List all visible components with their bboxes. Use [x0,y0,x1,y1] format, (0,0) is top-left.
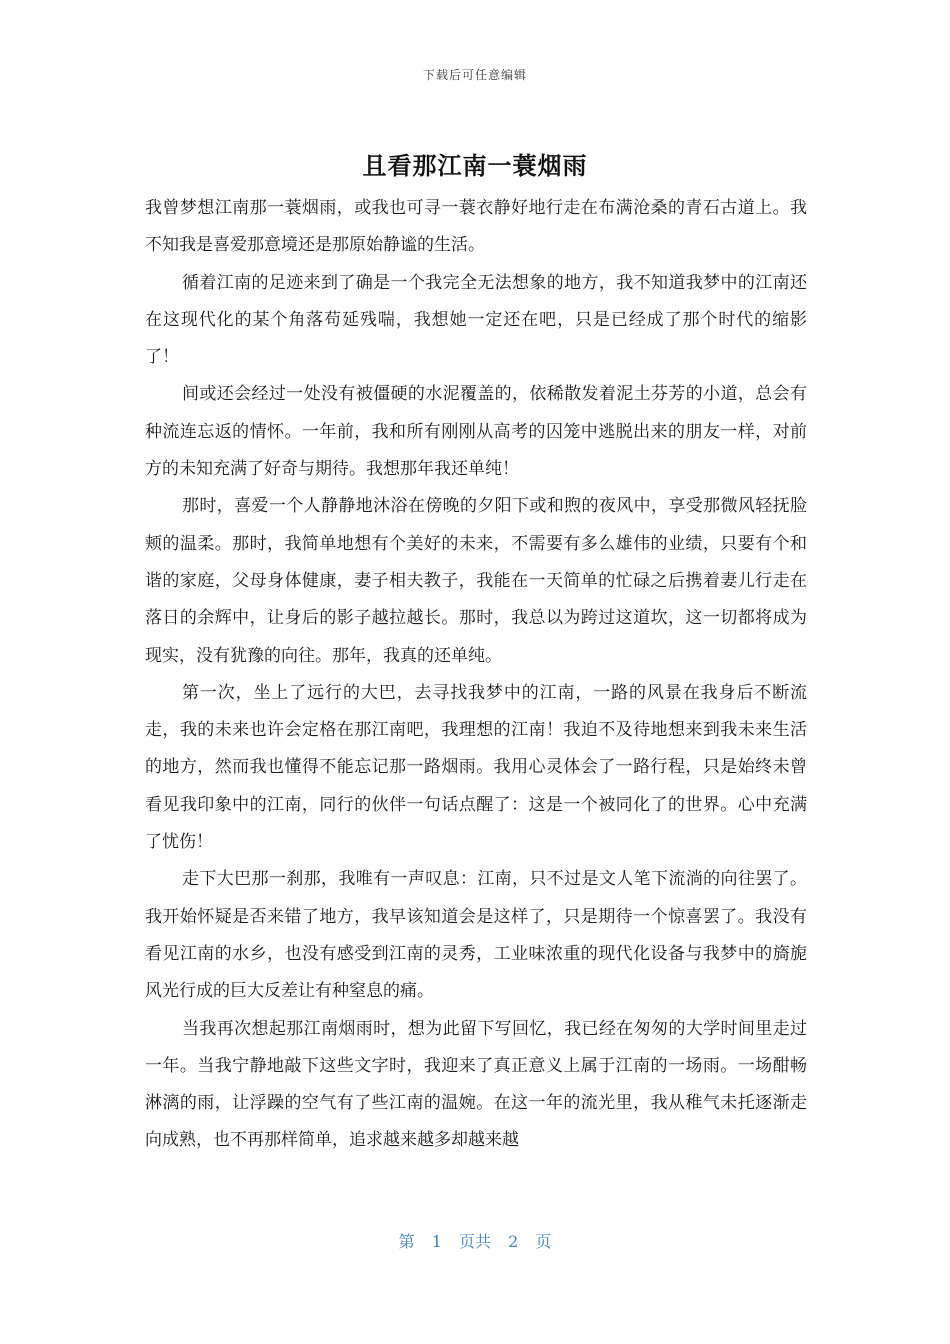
paragraph: 当我再次想起那江南烟雨时，想为此留下写回忆，我已经在匆匆的大学时间里走过一年。当我宁静地敲下这些文字时，我迎来了真正意义上属于江南的一场雨。一场酣畅淋漓的雨，让浮躁的空气有了些江南的温婉。在这一年的流光里，我从稚气未托逐渐走向成熟，也不再那样简单，追求越来越多却越来越 [145,1018,807,1151]
paragraph: 间或还会经过一处没有被僵硬的水泥覆盖的，依稀散发着泥土芬芳的小道，总会有种流连忘返的情怀。一年前，我和所有刚刚从高考的囚笼中逃脱出来的朋友一样，对前方的未知充满了好奇与期待。我想那年我还单纯！ [145,384,807,480]
page-header-note: 下载后可任意编辑 [422,68,527,82]
page-number-footer: 第 1 页共 2 页 [398,1232,552,1251]
document-body [145,190,807,1160]
paragraph: 第一次，坐上了远行的大巴，去寻找我梦中的江南，一路的风景在我身后不断流走，我的未来也许会定格在那江南吧，我理想的江南！我迫不及待地想来到我未来生活的地方，然而我也懂得不能忘记那一路烟雨。我用心灵体会了一路行程，只是始终未曾看见我印象中的江南，同行的伙伴一句话点醒了：这是一个被同化了的世界。心中充满了忧伤！ [145,682,807,853]
paragraph: 那时，喜爱一个人静静地沐浴在傍晚的夕阳下或和煦的夜风中，享受那微风轻抚脸颊的温柔。那时，我简单地想有个美好的未来，不需要有多么雄伟的业绩，只要有个和谐的家庭，父母身体健康，妻子相夫教子，我能在一天简单的忙碌之后携着妻儿行走在落日的余辉中，让身后的影子越拉越长。那时，我总以为跨过这道坎，这一切都将成为现实，没有犹豫的向往。那年，我真的还单纯。 [145,496,807,666]
paragraph: 走下大巴那一刹那，我唯有一声叹息：江南，只不过是文人笔下流淌的向往罢了。我开始怀疑是否来错了地方，我早该知道会是这样了，只是期待一个惊喜罢了。我没有看见江南的水乡，也没有感受到江南的灵秀，工业味浓重的现代化设备与我梦中的旖旎风光行成的巨大反差让有种窒息的痛。 [145,869,807,1002]
document-title: 且看那江南一蓑烟雨 [362,152,588,180]
paragraph: 我曾梦想江南那一蓑烟雨，或我也可寻一蓑衣静好地行走在布满沧桑的青石古道上。我不知我是喜爱那意境还是那原始静谧的生活。 [145,198,807,256]
paragraph: 循着江南的足迹来到了确是一个我完全无法想象的地方，我不知道我梦中的江南还在这现代化的某个角落苟延残喘，我想她一定还在吧，只是已经成了那个时代的缩影了！ [145,272,807,368]
